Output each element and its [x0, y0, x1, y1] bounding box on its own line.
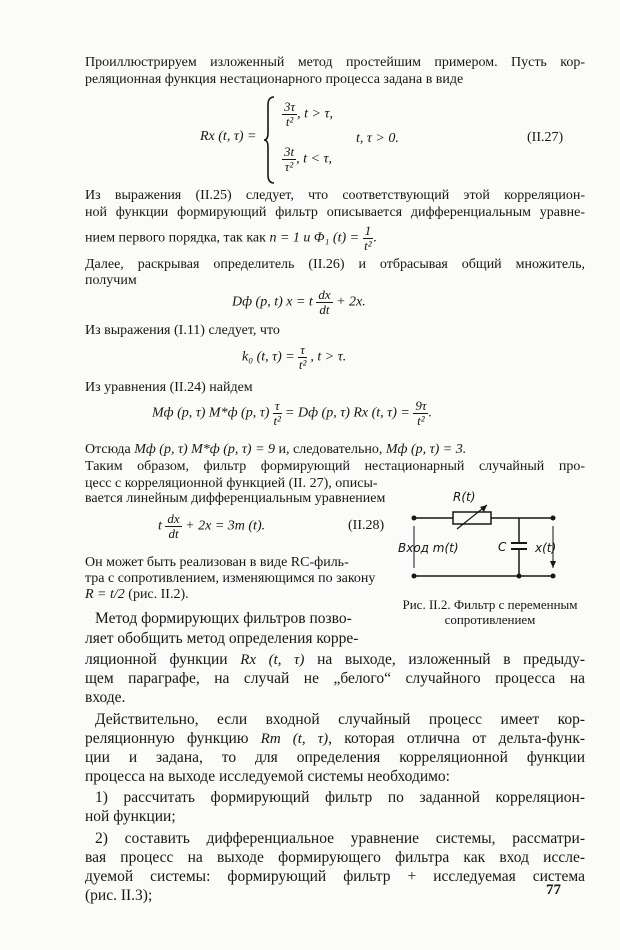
- list-item: 2) составить дифференциальное уравнение системы, рассматри-: [95, 830, 585, 847]
- paragraph-line: Из уравнения (II.24) найдем: [85, 380, 253, 395]
- paragraph-line: нием первого порядка, так как n = 1 и Φ₁ (t) = $\frac{1}{\text{t²}}$ .: [85, 223, 377, 253]
- paragraph-line: Из выражения (II.25) следует, что соответствующий этой корреляцион-: [85, 188, 585, 203]
- resistor: [453, 512, 491, 524]
- paragraph-line: реляционная функция нестационарного процесса задана в виде: [85, 72, 464, 87]
- paragraph-line: Таким образом, фильтр формирующий нестационарный случайный про-: [85, 459, 585, 474]
- figure-caption: Рис. II.2. Фильтр с переменным сопротивлением: [402, 597, 578, 627]
- rc-filter-diagram: [395, 488, 575, 588]
- paragraph-line: ной функции формирующий фильтр описывается дифференциальным уравне-: [85, 205, 585, 220]
- paragraph-line: Отсюда Mф (p, τ) M*ф (p, τ) = 9 и, следовательно, Mф (p, τ) = 3.: [85, 442, 467, 457]
- paragraph-line: R = t/2 (рис. II.2).: [85, 587, 189, 602]
- list-item: дуемой системы: формирующий фильтр + исследуемая система: [85, 868, 585, 885]
- paragraph-line: Он может быть реализован в виде RC-филь-: [85, 555, 349, 570]
- paragraph-line: входе.: [85, 689, 126, 706]
- paragraph-line: ции и задана, то для определения корреляционной функции: [85, 749, 585, 766]
- paragraph-line: Метод формирующих фильтров позво-: [95, 610, 352, 627]
- equation-k0: k₀ (t, τ) = $\frac{\tau}{\text{t²}}$ , t > τ.: [242, 342, 347, 372]
- output-label: x(t): [535, 541, 557, 555]
- paragraph-line: получим: [85, 273, 137, 288]
- capacitor-label: C: [498, 540, 507, 554]
- paragraph-line: Действительно, если входной случайный процесс имеет кор-: [95, 711, 585, 728]
- paragraph-line: Из выражения (I.11) следует, что: [85, 323, 280, 338]
- list-item: (рис. II.3);: [85, 887, 153, 904]
- paragraph-line: вается линейным дифференциальным уравнением: [85, 491, 386, 506]
- paragraph-line: Далее, раскрывая определитель (II.26) и отбрасывая общий множитель,: [85, 257, 585, 272]
- equation-dphi: Dф (p, t) x = t $\frac{dx}{dt}$ + 2x.: [232, 287, 366, 317]
- paragraph-line: ляционной функции Rx (t, τ) на выходе, изложенный в предыду-: [85, 651, 585, 668]
- paragraph-line: тра с сопротивлением, изменяющимся по закону: [85, 571, 376, 586]
- equation-number: (II.27): [527, 130, 564, 145]
- equation-case-2: $\frac{3t}{\text{τ²}}$ , t < τ,: [284, 144, 332, 174]
- equation-case-1: $\frac{3\tau}{\text{t²}}$ , t > τ,: [284, 99, 334, 129]
- page-number: 77: [546, 882, 561, 898]
- paragraph-line: ляет обобщить метод определения корре-: [85, 630, 359, 647]
- paragraph-line: щем параграфе, на случай не „белого“ случайного процесса на: [85, 670, 585, 687]
- paragraph-line: процесса на выходе исследуемой системы необходимо:: [85, 768, 450, 785]
- resistor-label: R(t): [453, 490, 476, 504]
- paragraph-line: цесс с корреляционной функцией (II. 27), описы-: [85, 476, 378, 491]
- equation-number: (II.28): [348, 518, 385, 533]
- list-item: вая процесс на выходе формирующего фильтра как вход иссле-: [85, 849, 585, 866]
- curly-brace: [262, 95, 278, 185]
- list-item: ной функции;: [85, 808, 176, 825]
- equation-common-condition: t, τ > 0.: [356, 131, 399, 146]
- equation-rx-lhs: Rx (t, τ) =: [200, 129, 257, 144]
- equation-228: t $\frac{dx}{dt}$ + 2x = 3m (t).: [158, 511, 266, 541]
- list-item: 1) рассчитать формирующий фильтр по заданной корреляцион-: [95, 789, 585, 806]
- equation-m: Mф (p, τ) M*ф (p, τ) $\frac{\tau}{\text{t²}}$ = Dф (p, τ) Rx (t, τ) = $\frac{9\tau}{\text{t²}}$ .: [152, 398, 432, 428]
- paragraph-line: реляционную функцию Rm (t, τ), которая отлична от дельта-функ-: [85, 730, 586, 747]
- paragraph-line: Проиллюстрируем изложенный метод простейшим примером. Пусть кор-: [85, 55, 585, 70]
- input-label: Вход m(t): [398, 541, 459, 555]
